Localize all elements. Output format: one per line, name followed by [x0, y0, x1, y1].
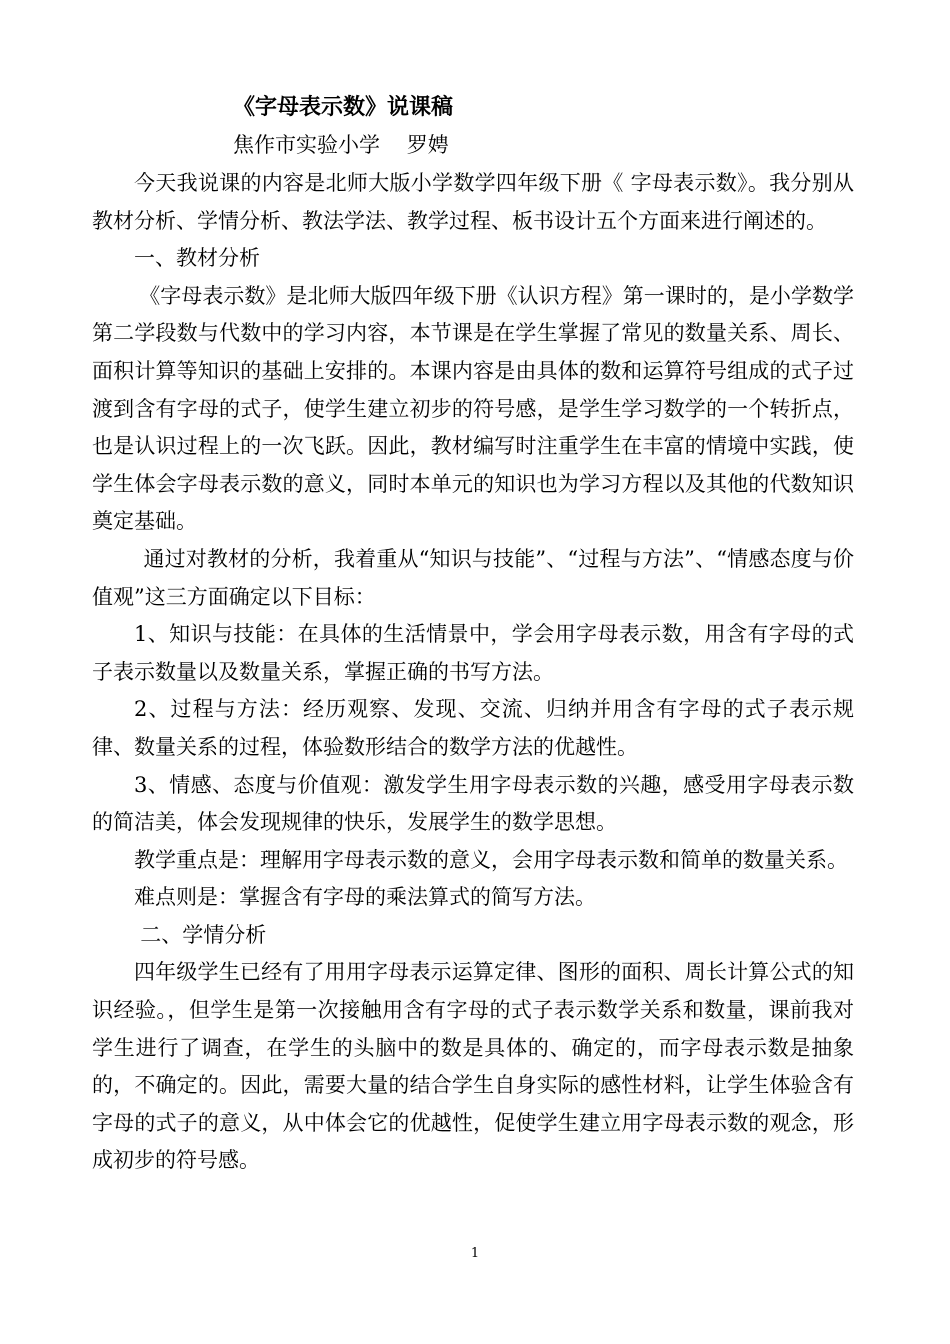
- intro-paragraph: 今天我说课的内容是北师大版小学数学四年级下册《 字母表示数》。我分别从教材分析、学情分析、教法学法、教学过程、板书设计五个方面来进行阐述的。: [92, 171, 854, 233]
- section-heading-student-analysis: 二、学情分析: [140, 922, 267, 947]
- teaching-difficulty: 难点则是：掌握含有字母的乘法算式的简写方法。: [134, 885, 596, 910]
- teaching-key-point: 教学重点是：理解用字母表示数的意义，会用字母表示数和简单的数量关系。: [134, 847, 848, 872]
- objectives-intro-paragraph: 通过对教材的分析，我着重从“知识与技能”、“过程与方法”、“情感态度与价值观”这三方面确定以下目标：: [92, 546, 854, 609]
- textbook-analysis-paragraph: 《字母表示数》是北师大版四年级下册《认识方程》第一课时的，是小学数学第二学段数与代数中的学习内容，本节课是在学生掌握了常见的数量关系、周长、面积计算等知识的基础上安排的。本课内容是由具体的数和运算符号组成的式子过渡到含有字母的式子，使学生建立初步的符号感，是学生学习数学的一个转折点，也是认识过程上的一次飞跃。因此，教材编写时注重学生在丰富的情境中实践，使学生体会字母表示数的意义，同时本单元的知识也为学习方程以及其他的代数知识奠定基础。: [92, 283, 854, 534]
- document-title: 《字母表示数》说课稿: [233, 94, 454, 120]
- author-line: 焦作市实验小学 罗娉: [233, 133, 449, 157]
- student-analysis-paragraph: 四年级学生已经有了用用字母表示运算定律、图形的面积、周长计算公式的知识经验。，但学生是第一次接触用含有字母的式子表示数学关系和数量，课前我对学生进行了调查，在学生的头脑中的数是具体的、确定的，而字母表示数是抽象的，不确定的。因此，需要大量的结合学生自身实际的感性材料，让学生体验含有字母的式子的意义，从中体会它的优越性，促使学生建立用字母表示数的观念，形成初步的符号感。: [92, 960, 854, 1173]
- document-body: [92, 165, 854, 1180]
- section-heading-textbook-analysis: 一、教材分析: [134, 246, 260, 271]
- objective-process-methods: 2、过程与方法：经历观察、发现、交流、归纳并用含有字母的式子表示规律、数量关系的过程，体验数形结合的数学方法的优越性。: [92, 697, 854, 759]
- objective-emotion-values: 3、情感、态度与价值观：激发学生用字母表示数的兴趣，感受用字母表示数的简洁美，体会发现规律的快乐，发展学生的数学思想。: [92, 772, 854, 835]
- objective-knowledge-skills: 1、知识与技能：在具体的生活情景中，学会用字母表示数，用含有字母的式子表示数量以及数量关系，掌握正确的书写方法。: [92, 622, 854, 684]
- page-number: 1: [470, 1246, 480, 1261]
